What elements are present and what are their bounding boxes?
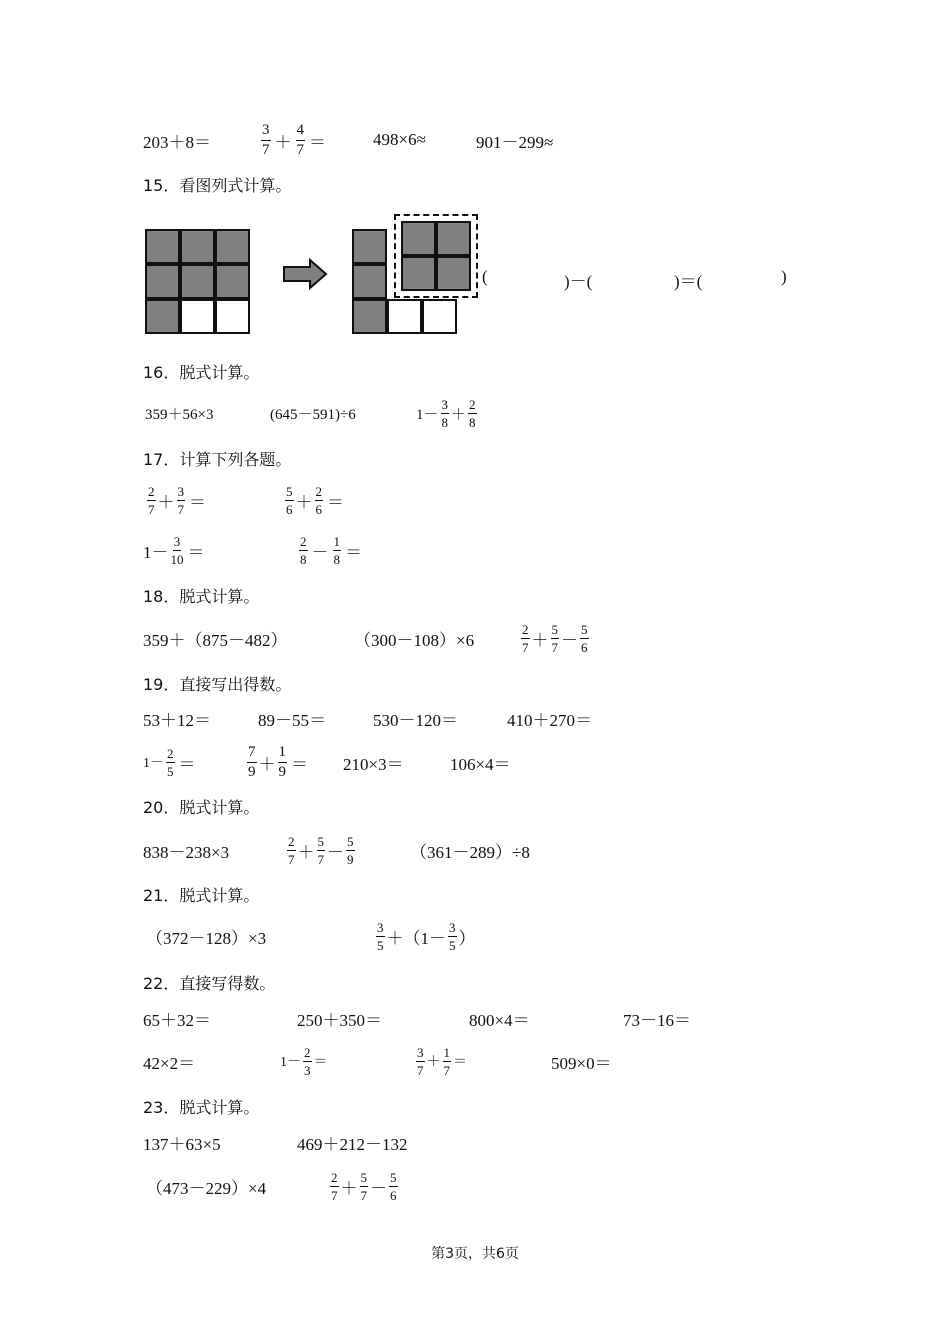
q19-row-2 — [0, 742, 950, 782]
expr-901-minus-299: 901－299≈ — [476, 132, 554, 152]
q17-expr-c: 1－ $\frac{3}{10}$ ＝ — [143, 533, 205, 567]
answer-blank-close: ) — [781, 267, 787, 286]
q15-heading: 15．看图列式计算。 — [143, 176, 292, 195]
q16-expr-1: 359＋56×3 — [145, 406, 214, 423]
q20-expr-2: $\frac{2}{7}$ ＋ $\frac{5}{7}$ － $\frac{5}{9}$ — [288, 833, 354, 867]
q21-heading: 21．脱式计算。 — [143, 886, 260, 905]
q19-r1-a: 53＋12＝ — [143, 710, 211, 730]
q22-r1-c: 800×4＝ — [469, 1010, 530, 1030]
q16-heading: 16．脱式计算。 — [143, 363, 260, 382]
q20-expr-3: （361－289）÷8 — [410, 842, 530, 862]
q22-r2-d: 509×0＝ — [551, 1053, 612, 1073]
answer-blank-open: ( — [482, 267, 488, 286]
q23-expr-4: $\frac{2}{7}$ ＋ $\frac{5}{7}$ － $\frac{5}{6}$ — [331, 1169, 397, 1203]
q21-row — [0, 916, 950, 956]
q17-expr-b: $\frac{5}{6}$ ＋ $\frac{2}{6}$ ＝ — [286, 483, 344, 517]
q19-r1-d: 410＋270＝ — [507, 710, 592, 730]
q18-expr-2: （300－108）×6 — [354, 630, 475, 650]
arrow-right-icon — [282, 258, 328, 290]
q16-expr-2: (645－591)÷6 — [270, 406, 356, 423]
q18-row — [0, 618, 950, 658]
top-row — [0, 120, 950, 160]
q22-r1-a: 65＋32＝ — [143, 1010, 211, 1030]
q22-r2-c: $\frac{3}{7}$ ＋ $\frac{1}{7}$ ＝ — [417, 1044, 467, 1078]
q20-expr-1: 838－238×3 — [143, 842, 230, 862]
q22-heading: 22．直接写得数。 — [143, 974, 276, 993]
q16-row — [0, 393, 950, 433]
q23-heading: 23．脱式计算。 — [143, 1098, 260, 1117]
q22-row-2 — [0, 1041, 950, 1081]
q17-heading: 17．计算下列各题。 — [143, 450, 292, 469]
expr-203-plus-8: 203＋8＝ — [143, 132, 211, 152]
q20-row — [0, 830, 950, 870]
answer-blank-minus: )－( — [564, 272, 593, 291]
q22-r1-b: 250＋350＝ — [297, 1010, 382, 1030]
grid-left — [145, 229, 252, 336]
q18-heading: 18．脱式计算。 — [143, 587, 260, 606]
q19-r2-c: 210×3＝ — [343, 754, 404, 774]
q19-heading: 19．直接写出得数。 — [143, 675, 292, 694]
q17-expr-d: $\frac{2}{8}$ － $\frac{1}{8}$ ＝ — [300, 533, 362, 567]
q17-expr-a: $\frac{2}{7}$ ＋ $\frac{3}{7}$ ＝ — [148, 483, 206, 517]
q18-expr-3: $\frac{2}{7}$ ＋ $\frac{5}{7}$ － $\frac{5}{6}$ — [522, 621, 588, 655]
q23-row-1 — [0, 1122, 950, 1162]
q17-row-2 — [0, 530, 950, 570]
q19-r1-b: 89－55＝ — [258, 710, 326, 730]
q19-row-1 — [0, 698, 950, 738]
q19-r2-a: 1－ $\frac{2}{5}$ ＝ — [143, 745, 196, 779]
expr-498-times-6: 498×6≈ — [373, 130, 426, 149]
q22-row-1 — [0, 998, 950, 1038]
expr-frac-sum: $\frac{3}{7}$ ＋ $\frac{4}{7}$ ＝ — [262, 121, 326, 158]
q23-expr-1: 137＋63×5 — [143, 1134, 221, 1154]
moved-block — [401, 221, 471, 291]
q23-expr-2: 469＋212－132 — [297, 1134, 408, 1154]
q21-expr-2: $\frac{3}{5}$ ＋（1－ $\frac{3}{5}$ ） — [377, 919, 476, 953]
q17-row-1 — [0, 480, 950, 520]
q22-r2-b: 1－ $\frac{2}{3}$ ＝ — [280, 1044, 328, 1078]
q21-expr-1: （372－128）×3 — [146, 928, 267, 948]
q19-r2-d: 106×4＝ — [450, 754, 511, 774]
q23-row-2 — [0, 1166, 950, 1206]
q23-expr-3: （473－229）×4 — [146, 1178, 267, 1198]
q19-r2-b: $\frac{7}{9}$ ＋ $\frac{1}{9}$ ＝ — [248, 743, 308, 780]
q18-expr-1: 359＋（875－482） — [143, 630, 288, 650]
page-footer: 第3页，共6页 — [431, 1246, 519, 1262]
q19-r1-c: 530－120＝ — [373, 710, 458, 730]
q20-heading: 20．脱式计算。 — [143, 798, 260, 817]
q22-r2-a: 42×2＝ — [143, 1053, 196, 1073]
q22-r1-d: 73－16＝ — [623, 1010, 691, 1030]
answer-blank-equals: )＝( — [674, 272, 703, 291]
q16-expr-3: 1－ $\frac{3}{8}$ ＋ $\frac{2}{8}$ — [416, 396, 476, 430]
